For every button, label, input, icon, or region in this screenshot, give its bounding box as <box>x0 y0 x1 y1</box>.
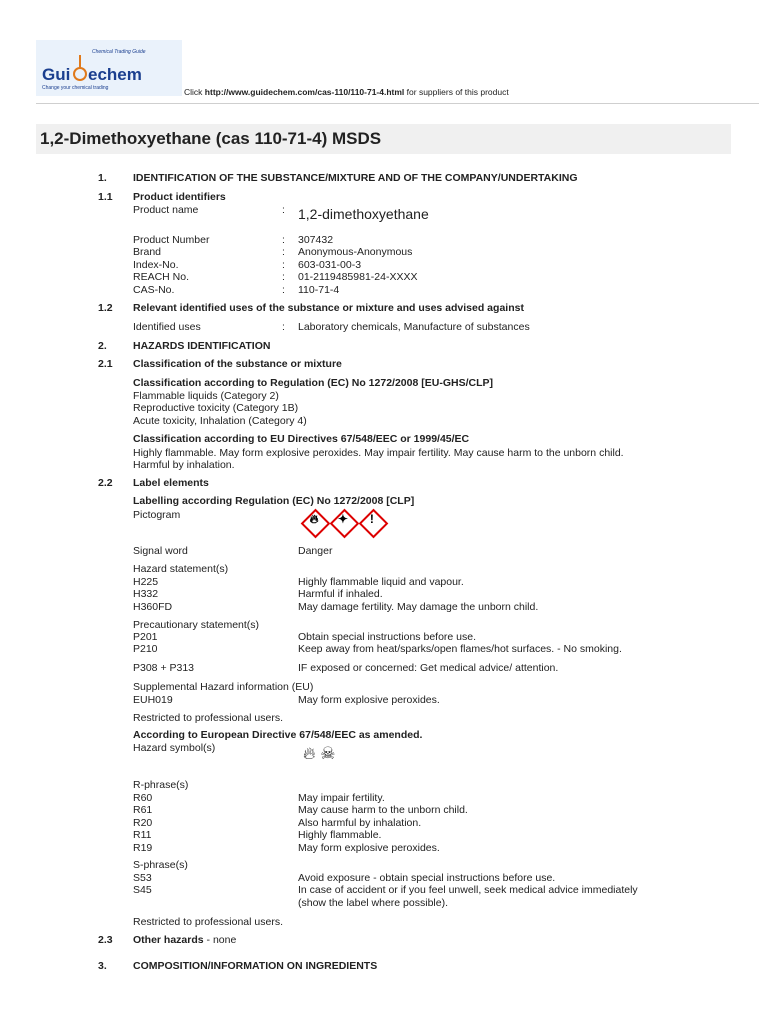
supplier-link-line <box>184 87 509 97</box>
hazard-codes <box>133 576 172 613</box>
r-phrase-text: May impair fertility. <box>298 792 385 804</box>
r-phrase-codes <box>133 792 152 854</box>
eu-directive-heading: Classification according to EU Directives 67/548/EEC or 1999/45/EC <box>133 433 470 445</box>
cas-no-value: 110-71-4 <box>298 283 340 296</box>
guidechem-logo[interactable] <box>36 40 182 96</box>
section-1-1-number: 1.1 <box>98 191 113 203</box>
skull-crossbones-icon: ☠ <box>320 744 336 763</box>
r-phrase-code: R11 <box>133 829 152 842</box>
header-divider <box>36 103 759 104</box>
product-name-value: 1,2-dimethoxyethane <box>298 206 429 222</box>
exclamation-icon: ! <box>359 509 385 535</box>
r-phrase-text: May cause harm to the unborn child. <box>298 804 468 817</box>
supplemental-code: EUH019 <box>133 694 173 706</box>
section-1-heading: IDENTIFICATION OF THE SUBSTANCE/MIXTURE AND OF THE COMPANY/UNDERTAKING <box>133 172 578 184</box>
precautionary-label: Precautionary statement(s) <box>133 619 260 631</box>
reach-no-value: 01-2119485981-24-XXXX <box>298 271 418 284</box>
svg-text:Gui: Gui <box>42 65 71 84</box>
directive-heading: According to European Directive 67/548/EEC as amended. <box>133 729 423 741</box>
supplier-link[interactable]: http://www.guidechem.com/cas-110/110-71-4.html <box>204 87 405 97</box>
hazard-statements-label: Hazard statement(s) <box>133 563 229 575</box>
restricted-note: Restricted to professional users. <box>133 712 283 724</box>
identified-uses-value: Laboratory chemicals, Manufacture of substances <box>298 321 530 333</box>
eu-directive-text <box>133 447 624 472</box>
clp-classification-heading: Classification according to Regulation (EC) No 1272/2008 [EU-GHS/CLP] <box>133 377 493 389</box>
section-1-number: 1. <box>98 172 107 184</box>
clp-item: Acute toxicity, Inhalation (Category 4) <box>133 414 307 427</box>
r-phrase-code: R19 <box>133 841 153 854</box>
svg-text:echem: echem <box>88 65 142 84</box>
ghs-pictograms <box>301 509 385 538</box>
r-phrase-text: Also harmful by inhalation. <box>298 816 422 829</box>
flame-icon: 🔥︎ <box>303 744 316 763</box>
identified-uses-label: Identified uses <box>133 321 201 333</box>
precaution-code: P210 <box>133 643 158 656</box>
precaution-code: P308 + P313 <box>133 662 195 674</box>
product-name-label: Product name <box>133 204 199 216</box>
section-2-3-number: 2.3 <box>98 934 113 946</box>
section-1-1-heading: Product identifiers <box>133 191 226 203</box>
logo-subtitle: Change your chemical trading <box>42 85 109 91</box>
s-phrase-codes <box>133 872 152 897</box>
brand-label: Brand <box>133 246 162 259</box>
r-phrase-code: R61 <box>133 804 153 817</box>
click-suffix: for suppliers of this product <box>406 87 509 97</box>
clp-item: Flammable liquids (Category 2) <box>133 390 279 402</box>
s-phrase-text: Avoid exposure - obtain special instructions before use. <box>298 872 556 884</box>
hazard-code: H360FD <box>133 600 173 613</box>
cas-no-label: CAS-No. <box>133 283 175 296</box>
product-id-values <box>298 234 417 296</box>
hazard-texts <box>298 576 538 613</box>
section-2-3-line <box>133 934 236 946</box>
legacy-symbols <box>303 744 335 764</box>
section-2-heading: HAZARDS IDENTIFICATION <box>133 340 271 352</box>
section-2-number: 2. <box>98 340 107 352</box>
colon: : <box>282 321 285 333</box>
clp-item: Reproductive toxicity (Category 1B) <box>133 402 299 415</box>
product-number-value: 307432 <box>298 234 334 246</box>
r-phrase-texts <box>298 792 468 854</box>
logo-tagline: Chemical Trading Guide <box>92 49 146 55</box>
section-1-2-heading: Relevant identified uses of the substance or mixture and uses advised against <box>133 302 524 314</box>
precaution-text: Obtain special instructions before use. <box>298 631 477 643</box>
s-phrase-text: (show the label where possible). <box>298 896 448 909</box>
click-prefix: Click <box>184 87 203 97</box>
s-phrase-texts <box>298 872 638 909</box>
hazard-text: Harmful if inhaled. <box>298 588 383 601</box>
precaution-codes <box>133 631 158 656</box>
precaution-code: P201 <box>133 631 158 643</box>
precaution-text: IF exposed or concerned: Get medical advice/ attention. <box>298 662 559 674</box>
s-phrase-text: In case of accident or if you feel unwell, seek medical advice immediately <box>298 884 638 897</box>
health-hazard-icon: ✦ <box>330 509 356 535</box>
s-phrases-label: S-phrase(s) <box>133 859 188 871</box>
eu-text-line: Harmful by inhalation. <box>133 459 235 472</box>
hazard-text: May damage fertility. May damage the unborn child. <box>298 600 539 613</box>
brand-value: Anonymous-Anonymous <box>298 246 413 259</box>
supplemental-label: Supplemental Hazard information (EU) <box>133 681 314 693</box>
colon: : <box>282 204 285 216</box>
supplemental-text: May form explosive peroxides. <box>298 694 440 706</box>
product-number-label: Product Number <box>133 234 210 246</box>
r-phrase-code: R20 <box>133 816 153 829</box>
section-3-heading: COMPOSITION/INFORMATION ON INGREDIENTS <box>133 960 378 972</box>
s-phrase-code: S53 <box>133 872 152 884</box>
page-title: 1,2-Dimethoxyethane (cas 110-71-4) MSDS <box>40 129 382 148</box>
pictogram-label: Pictogram <box>133 509 181 521</box>
section-3-number: 3. <box>98 960 107 972</box>
section-2-2-number: 2.2 <box>98 477 113 489</box>
precaution-text: Keep away from heat/sparks/open flames/hot surfaces. - No smoking. <box>298 643 622 656</box>
precaution-texts <box>298 631 622 656</box>
eu-text-line: Highly flammable. May form explosive peroxides. May impair fertility. May cause harm to the unborn child. <box>133 447 624 459</box>
hazard-text: Highly flammable liquid and vapour. <box>298 576 464 588</box>
index-no-label: Index-No. <box>133 258 179 271</box>
section-2-3-value: - none <box>203 934 237 946</box>
product-id-colons: : : : : : <box>282 234 285 296</box>
section-1-2-number: 1.2 <box>98 302 113 314</box>
flame-icon: 🔥︎ <box>301 509 327 535</box>
restricted-note: Restricted to professional users. <box>133 916 283 928</box>
r-phrases-label: R-phrase(s) <box>133 779 189 791</box>
hazard-symbols-label: Hazard symbol(s) <box>133 742 216 754</box>
hazard-code: H225 <box>133 576 159 588</box>
s-phrase-code: S45 <box>133 884 152 897</box>
r-phrase-text: May form explosive peroxides. <box>298 841 440 854</box>
section-2-3-heading: Other hazards <box>133 934 204 946</box>
labelling-heading: Labelling according Regulation (EC) No 1272/2008 [CLP] <box>133 495 415 507</box>
signal-word-label: Signal word <box>133 545 188 557</box>
signal-word-value: Danger <box>298 545 333 557</box>
r-phrase-text: Highly flammable. <box>298 829 382 842</box>
product-id-labels <box>133 234 209 296</box>
r-phrase-code: R60 <box>133 792 153 804</box>
reach-no-label: REACH No. <box>133 271 190 284</box>
section-2-2-heading: Label elements <box>133 477 209 489</box>
section-2-1-heading: Classification of the substance or mixture <box>133 358 342 370</box>
clp-classification-list <box>133 390 307 427</box>
section-2-1-number: 2.1 <box>98 358 113 370</box>
index-no-value: 603-031-00-3 <box>298 258 362 271</box>
hazard-code: H332 <box>133 588 159 601</box>
